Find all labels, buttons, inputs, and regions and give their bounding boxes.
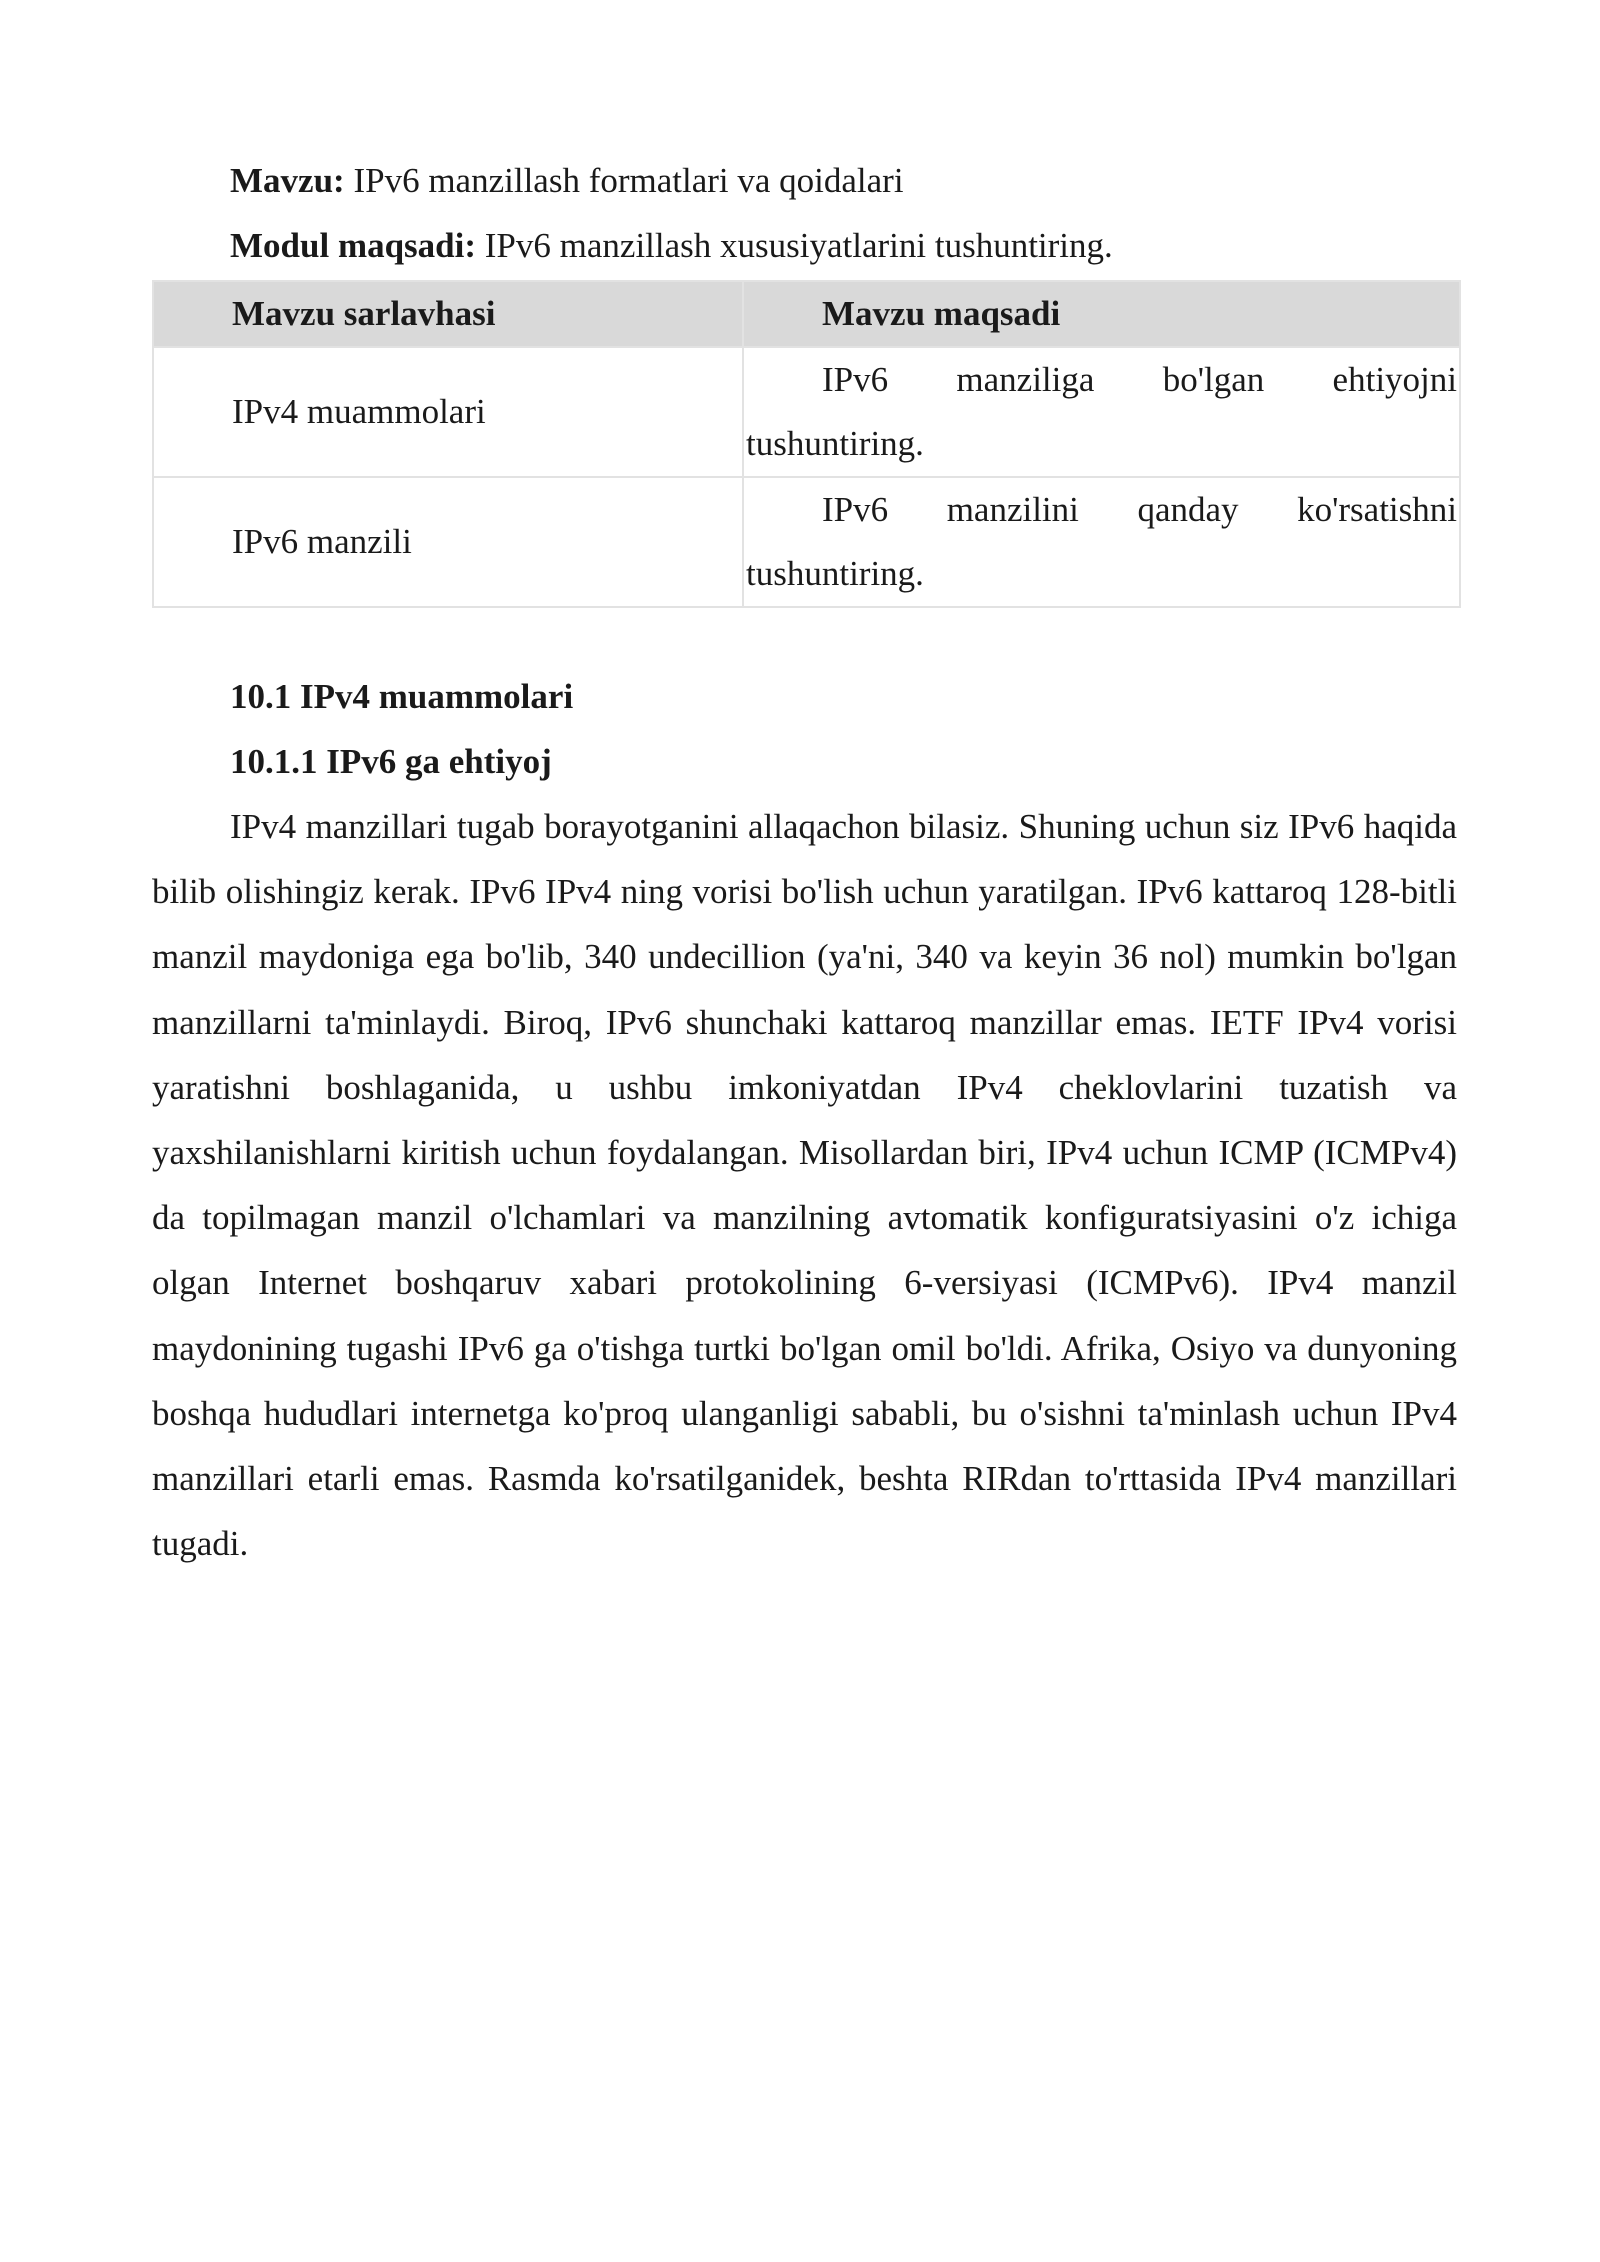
- document-page: [152, 148, 1457, 1576]
- row-topic-title: IPv4 muammolari: [153, 347, 743, 477]
- body-paragraph: IPv4 manzillari tugab borayotganini allaqachon bilasiz. Shuning uchun siz IPv6 haqida bilib olishingiz kerak. IPv6 IPv4 ning vorisi bo'lish uchun yaratilgan. IPv6 kattaroq 128-bitli manzil maydoniga ega bo'lib, 340 undecillion (ya'ni, 340 va keyin 36 nol) mumkin bo'lgan manzillarni ta'minlaydi. Biroq, IPv6 shunchaki kattaroq manzillar emas. IETF IPv4 vorisi yaratishni boshlaganida, u ushbu imkoniyatdan IPv4 cheklovlarini tuzatish va yaxshilanishlarni kiritish uchun foydalangan. Misollardan biri, IPv4 uchun ICMP (ICMPv4) da topilmagan manzil o'lchamlari va manzilning avtomatik konfiguratsiyasini o'z ichiga olgan Internet boshqaruv xabari protokolining 6-versiyasi (ICMPv6). IPv4 manzil maydonining tugashi IPv6 ga o'tishga turtki bo'lgan omil bo'ldi. Afrika, Osiyo va dunyoning boshqa hududlari internetga ko'proq ulanganligi sababli, bu o'sishni ta'minlash uchun IPv4 manzillari etarli emas. Rasmda ko'rsatilganidek, beshta RIRdan to'rttasida IPv4 manzillari tugadi.: [152, 807, 1457, 1564]
- row-topic-goal-line-2: tushuntiring.: [746, 554, 924, 593]
- column-header-topic-title: Mavzu sarlavhasi: [153, 281, 743, 347]
- row-topic-goal-line-2: tushuntiring.: [746, 424, 924, 463]
- row-topic-goal-line-1: IPv6 manzilini qanday ko'rsatishni: [822, 490, 1457, 529]
- topics-table: [152, 280, 1461, 608]
- section-heading: 10.1 IPv4 muammolari: [230, 677, 574, 716]
- topic-value: IPv6 manzillash formatlari va qoidalari: [344, 161, 904, 200]
- row-topic-goal-line-1: IPv6 manziliga bo'lgan ehtiyojni: [822, 360, 1457, 399]
- module-goal-value: IPv6 manzillash xususiyatlarini tushuntiring.: [476, 226, 1113, 265]
- table-header-row: [153, 281, 1460, 347]
- row-topic-goal: [743, 477, 1460, 607]
- row-topic-title: IPv6 manzili: [153, 477, 743, 607]
- module-goal-label: Modul maqsadi:: [230, 226, 477, 265]
- table-row: [153, 477, 1460, 607]
- row-topic-goal: [743, 347, 1460, 477]
- module-goal-line: [152, 213, 1457, 278]
- topic-label: Mavzu:: [230, 161, 345, 200]
- topic-line: [152, 148, 1457, 213]
- subsection-heading: 10.1.1 IPv6 ga ehtiyoj: [230, 742, 552, 781]
- column-header-topic-goal: Mavzu maqsadi: [743, 281, 1460, 347]
- table-row: [153, 347, 1460, 477]
